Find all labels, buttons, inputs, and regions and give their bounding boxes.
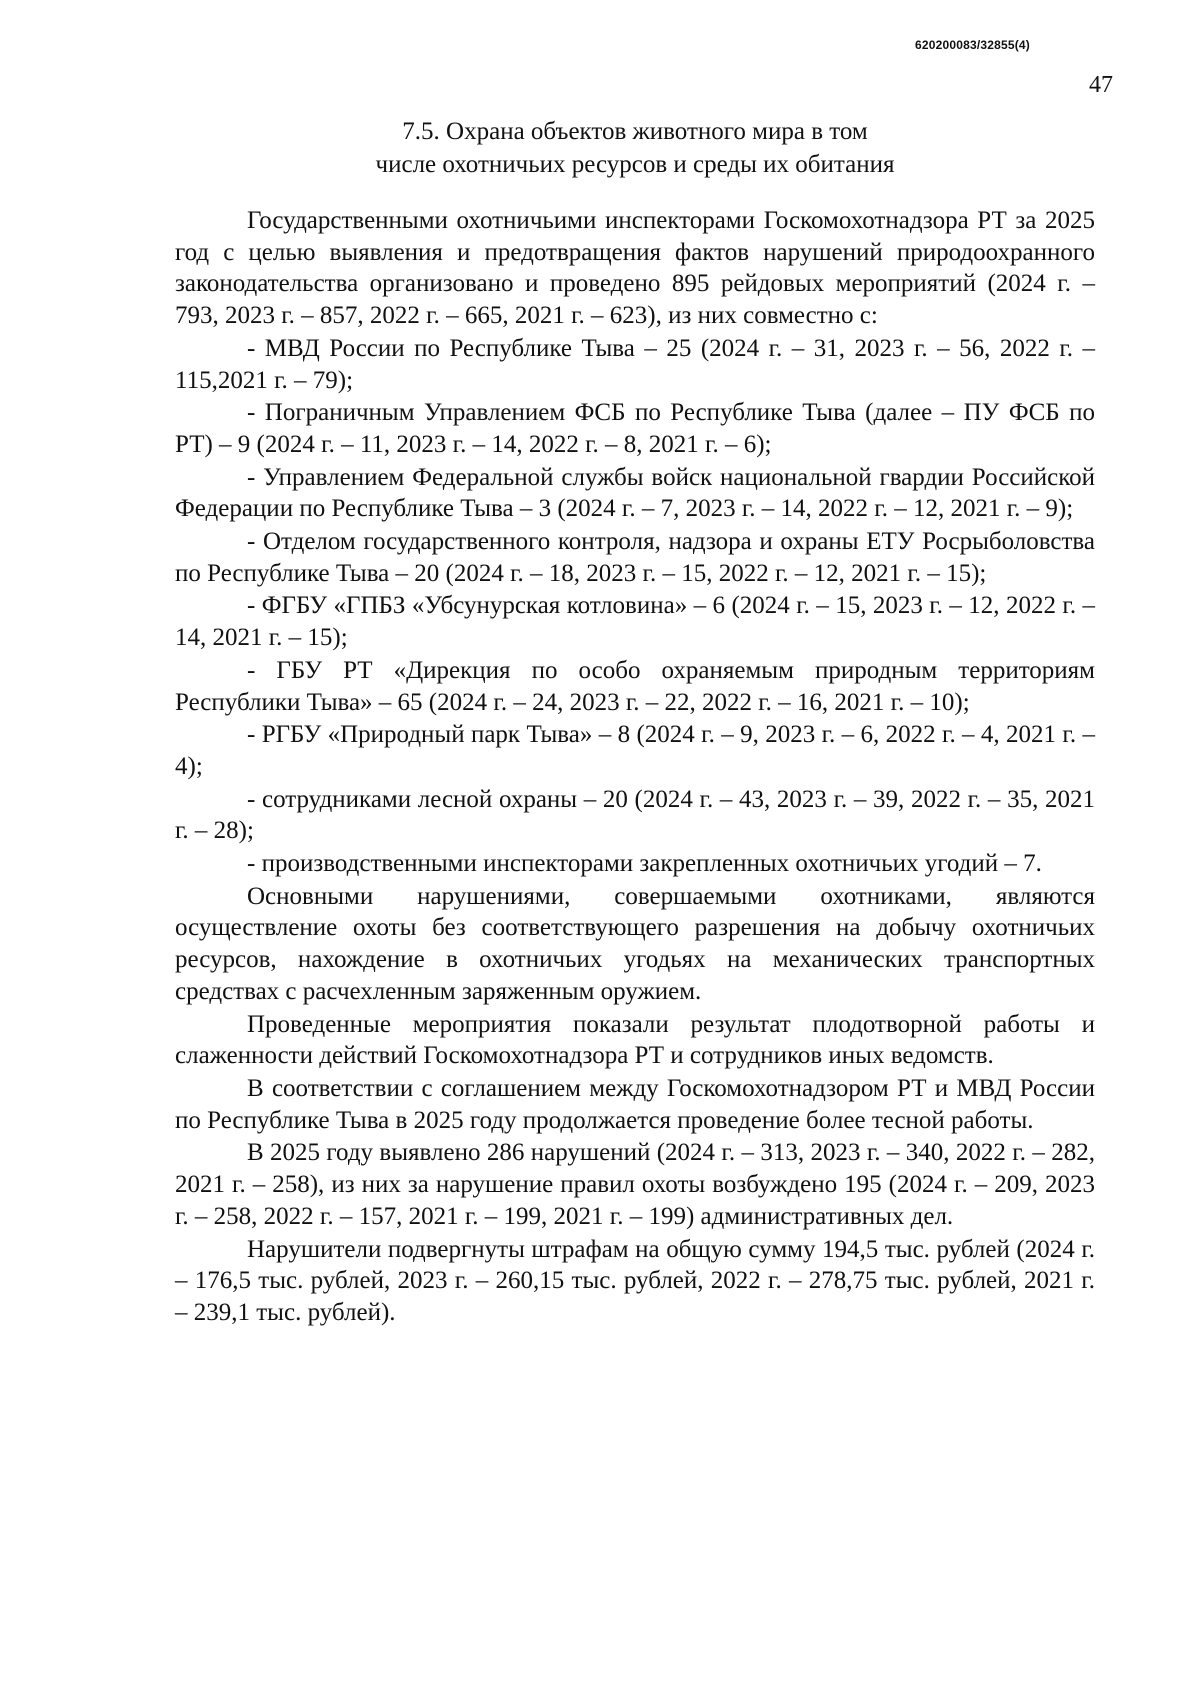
paragraph: Проведенные мероприятия показали результат плодотворной работы и слаженности действий Госкомохотнадзора РТ и сотрудников иных ведомств. <box>175 1010 1095 1070</box>
list-item: - РГБУ «Природный парк Тыва» – 8 (2024 г. – 9, 2023 г. – 6, 2022 г. – 4, 2021 г. – 4); <box>175 721 1095 780</box>
list-item: - производственными инспекторами закрепленных охотничьих угодий – 7. <box>247 850 1042 878</box>
section-heading <box>175 115 1095 181</box>
paragraph: В соответствии с соглашением между Госкомохотнадзором РТ и МВД России по Республике Тыва в 2025 году продолжается проведение более тесной работы. <box>175 1074 1095 1134</box>
body-text <box>175 205 1095 1330</box>
list-item: - Управлением Федеральной службы войск национальной гвардии Российской Федерации по Республике Тыва – 3 (2024 г. – 7, 2023 г. – 14, 2022 г. – 12, 2021 г. – 9); <box>175 463 1095 523</box>
paragraph: В 2025 году выявлено 286 нарушений (2024 г. – 313, 2023 г. – 340, 2022 г. – 282, 2021 г. – 258), из них за нарушение правил охоты возбуждено 195 (2024 г. – 209, 2023 г. – 258, 2022 г. – 157, 2021 г. – 199, 2021 г. – 199) административных дел. <box>175 1139 1095 1230</box>
page-number: 47 <box>1089 72 1113 98</box>
list-item: - Пограничным Управлением ФСБ по Республике Тыва (далее – ПУ ФСБ по РТ) – 9 (2024 г. – 11, 2023 г. – 14, 2022 г. – 8, 2021 г. – 6); <box>175 399 1095 458</box>
paragraph: Нарушители подвергнуты штрафам на общую сумму 194,5 тыс. рублей (2024 г. – 176,5 тыс. рублей, 2023 г. – 260,15 тыс. рублей, 2022 г. – 278,75 тыс. рублей, 2021 г. – 239,1 тыс. рублей). <box>175 1235 1095 1326</box>
list-item: - сотрудниками лесной охраны – 20 (2024 г. – 43, 2023 г. – 39, 2022 г. – 35, 2021 г. – 28); <box>175 785 1095 845</box>
list-item: - ФГБУ «ГПБЗ «Убсунурская котловина» – 6 (2024 г. – 15, 2023 г. – 12, 2022 г. – 14, 2021 г. – 15); <box>175 592 1095 652</box>
paragraph: Государственными охотничьими инспекторами Госкомохотнадзора РТ за 2025 год с целью выявления и предотвращения фактов нарушений природоохранного законодательства организовано и проведено 895 рейдовых мероприятий (2024 г. – 793, 2023 г. – 857, 2022 г. – 665, 2021 г. – 623), из них совместно с: <box>175 207 1095 330</box>
document-code: 620200083/32855(4) <box>914 38 1030 52</box>
section-heading-line-2: числе охотничьих ресурсов и среды их обитания <box>375 151 895 178</box>
list-item: - МВД России по Республике Тыва – 25 (2024 г. – 31, 2023 г. – 56, 2022 г. – 115,2021 г. – 79); <box>175 334 1095 394</box>
section-heading-line-1: 7.5. Охрана объектов животного мира в том <box>402 118 868 145</box>
list-item: - Отделом государственного контроля, надзора и охраны ЕТУ Росрыболовства по Республике Тыва – 20 (2024 г. – 18, 2023 г. – 15, 2022 г. – 12, 2021 г. – 15); <box>175 528 1095 587</box>
list-item: - ГБУ РТ «Дирекция по особо охраняемым природным территориям Республики Тыва» – 65 (2024 г. – 24, 2023 г. – 22, 2022 г. – 16, 2021 г. – 10); <box>175 656 1095 716</box>
paragraph: Основными нарушениями, совершаемыми охотниками, являются осуществление охоты без соответствующего разрешения на добычу охотничьих ресурсов, нахождение в охотничьих угодьях на механических транспортных средствах с расчехленным заряженным оружием. <box>175 882 1095 1005</box>
